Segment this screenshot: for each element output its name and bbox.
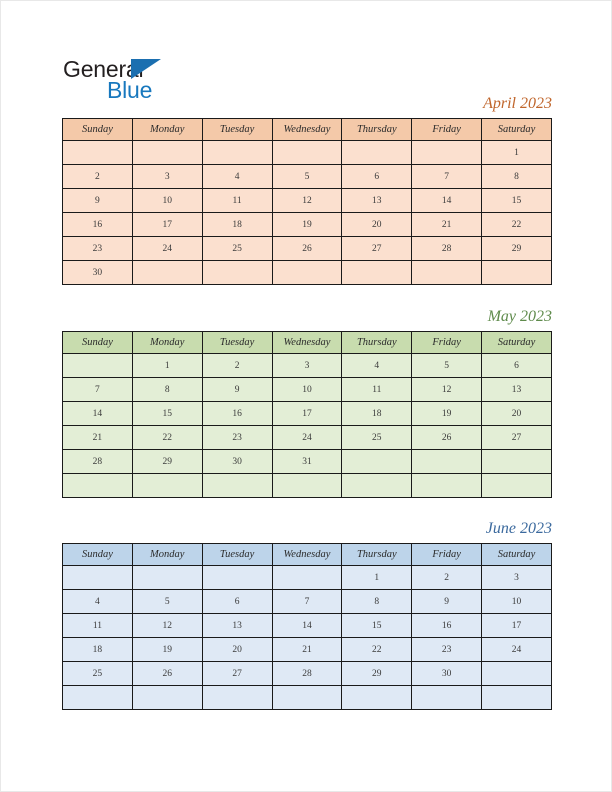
calendar-table-may (62, 331, 552, 498)
day-cell[interactable]: 16 (202, 402, 272, 426)
day-cell[interactable]: 3 (272, 354, 342, 378)
day-cell[interactable]: 24 (272, 426, 342, 450)
day-cell[interactable]: 23 (412, 638, 482, 662)
empty-day-cell (342, 474, 412, 498)
day-cell[interactable]: 15 (482, 189, 552, 213)
day-cell[interactable]: 31 (272, 450, 342, 474)
weekday-header-row (63, 332, 552, 354)
day-cell[interactable]: 4 (63, 590, 133, 614)
day-cell[interactable]: 13 (342, 189, 412, 213)
empty-day-cell (412, 141, 482, 165)
day-cell[interactable]: 8 (132, 378, 202, 402)
weekday-header-monday: Monday (132, 332, 202, 354)
empty-day-cell (342, 261, 412, 285)
day-cell[interactable]: 6 (202, 590, 272, 614)
day-cell[interactable]: 11 (202, 189, 272, 213)
logo-word-blue: Blue (107, 77, 153, 103)
weekday-header-wednesday: Wednesday (272, 544, 342, 566)
day-cell[interactable]: 20 (202, 638, 272, 662)
day-cell[interactable]: 3 (482, 566, 552, 590)
calendar-table-june (62, 543, 552, 710)
empty-day-cell (202, 566, 272, 590)
empty-day-cell (272, 141, 342, 165)
weekday-header-friday: Friday (412, 544, 482, 566)
calendar-body (63, 566, 552, 710)
empty-day-cell (482, 450, 552, 474)
empty-day-cell (342, 141, 412, 165)
calendar-body (63, 141, 552, 285)
triangle-icon (131, 59, 161, 79)
empty-day-cell (482, 662, 552, 686)
empty-day-cell (272, 474, 342, 498)
day-cell[interactable]: 23 (202, 426, 272, 450)
day-cell[interactable]: 14 (63, 402, 133, 426)
day-cell[interactable]: 12 (132, 614, 202, 638)
calendar-body (63, 354, 552, 498)
day-cell[interactable]: 10 (272, 378, 342, 402)
day-cell[interactable]: 9 (63, 189, 133, 213)
day-cell[interactable]: 2 (412, 566, 482, 590)
day-cell[interactable]: 12 (272, 189, 342, 213)
day-cell[interactable]: 19 (132, 638, 202, 662)
weekday-header-saturday: Saturday (482, 544, 552, 566)
day-cell[interactable]: 24 (482, 638, 552, 662)
day-cell[interactable]: 16 (63, 213, 133, 237)
day-cell[interactable]: 21 (272, 638, 342, 662)
empty-day-cell (132, 141, 202, 165)
day-cell[interactable]: 5 (132, 590, 202, 614)
day-cell[interactable]: 19 (272, 213, 342, 237)
logo-word-general: General (63, 56, 144, 82)
week-row (63, 662, 552, 686)
day-cell[interactable]: 4 (342, 354, 412, 378)
day-cell[interactable]: 18 (63, 638, 133, 662)
day-cell[interactable]: 27 (202, 662, 272, 686)
day-cell[interactable]: 17 (132, 213, 202, 237)
day-cell[interactable]: 8 (342, 590, 412, 614)
weekday-header-monday: Monday (132, 119, 202, 141)
day-cell[interactable]: 5 (272, 165, 342, 189)
day-cell[interactable]: 1 (132, 354, 202, 378)
week-row (63, 237, 552, 261)
week-row (63, 426, 552, 450)
day-cell[interactable]: 28 (412, 237, 482, 261)
empty-day-cell (272, 686, 342, 710)
day-cell[interactable]: 22 (342, 638, 412, 662)
day-cell[interactable]: 23 (63, 237, 133, 261)
day-cell[interactable]: 21 (63, 426, 133, 450)
empty-day-cell (132, 474, 202, 498)
day-cell[interactable]: 26 (132, 662, 202, 686)
day-cell[interactable]: 30 (202, 450, 272, 474)
calendar-title-april: April 2023 (483, 95, 552, 112)
day-cell[interactable]: 30 (63, 261, 133, 285)
day-cell[interactable]: 25 (202, 237, 272, 261)
weekday-header-thursday: Thursday (342, 332, 412, 354)
day-cell[interactable]: 29 (482, 237, 552, 261)
day-cell[interactable]: 25 (63, 662, 133, 686)
calendar-title-may: May 2023 (487, 308, 552, 325)
weekday-header-sunday: Sunday (63, 119, 133, 141)
day-cell[interactable]: 27 (342, 237, 412, 261)
day-cell[interactable]: 29 (342, 662, 412, 686)
calendar-may (62, 306, 552, 498)
day-cell[interactable]: 22 (132, 426, 202, 450)
weekday-header-saturday: Saturday (482, 332, 552, 354)
day-cell[interactable]: 17 (272, 402, 342, 426)
empty-day-cell (132, 566, 202, 590)
day-cell[interactable]: 2 (63, 165, 133, 189)
week-row (63, 638, 552, 662)
day-cell[interactable]: 11 (342, 378, 412, 402)
day-cell[interactable]: 14 (272, 614, 342, 638)
weekday-header-wednesday: Wednesday (272, 119, 342, 141)
week-row (63, 566, 552, 590)
day-cell[interactable]: 9 (202, 378, 272, 402)
day-cell[interactable]: 7 (272, 590, 342, 614)
day-cell[interactable]: 26 (412, 426, 482, 450)
weekday-header-row (63, 119, 552, 141)
empty-day-cell (63, 474, 133, 498)
day-cell[interactable]: 15 (132, 402, 202, 426)
empty-day-cell (202, 261, 272, 285)
empty-day-cell (63, 354, 133, 378)
day-cell[interactable]: 19 (412, 402, 482, 426)
day-cell[interactable]: 7 (63, 378, 133, 402)
day-cell[interactable]: 12 (412, 378, 482, 402)
calendar-april (62, 93, 552, 285)
empty-day-cell (412, 474, 482, 498)
day-cell[interactable]: 11 (63, 614, 133, 638)
day-cell[interactable]: 8 (482, 165, 552, 189)
day-cell[interactable]: 1 (342, 566, 412, 590)
week-row (63, 402, 552, 426)
weekday-header-row (63, 544, 552, 566)
empty-day-cell (412, 261, 482, 285)
day-cell[interactable]: 17 (482, 614, 552, 638)
weekday-header-sunday: Sunday (63, 332, 133, 354)
calendar-june (62, 518, 552, 710)
day-cell[interactable]: 21 (412, 213, 482, 237)
empty-day-cell (63, 566, 133, 590)
day-cell[interactable]: 13 (202, 614, 272, 638)
empty-day-cell (132, 261, 202, 285)
empty-day-cell (272, 261, 342, 285)
empty-day-cell (202, 474, 272, 498)
day-cell[interactable]: 20 (482, 402, 552, 426)
day-cell[interactable]: 5 (412, 354, 482, 378)
week-row (63, 189, 552, 213)
week-row (63, 474, 552, 498)
weekday-header-tuesday: Tuesday (202, 119, 272, 141)
calendar-table-april (62, 118, 552, 285)
empty-day-cell (342, 686, 412, 710)
day-cell[interactable]: 13 (482, 378, 552, 402)
day-cell[interactable]: 14 (412, 189, 482, 213)
weekday-header-thursday: Thursday (342, 544, 412, 566)
day-cell[interactable]: 10 (132, 189, 202, 213)
day-cell[interactable]: 6 (482, 354, 552, 378)
day-cell[interactable]: 10 (482, 590, 552, 614)
day-cell[interactable]: 30 (412, 662, 482, 686)
empty-day-cell (412, 686, 482, 710)
day-cell[interactable]: 29 (132, 450, 202, 474)
day-cell[interactable]: 9 (412, 590, 482, 614)
weekday-header-friday: Friday (412, 119, 482, 141)
week-row (63, 614, 552, 638)
empty-day-cell (272, 566, 342, 590)
empty-day-cell (412, 450, 482, 474)
weekday-header-tuesday: Tuesday (202, 544, 272, 566)
week-row (63, 261, 552, 285)
empty-day-cell (482, 261, 552, 285)
day-cell[interactable]: 15 (342, 614, 412, 638)
empty-day-cell (202, 141, 272, 165)
day-cell[interactable]: 22 (482, 213, 552, 237)
day-cell[interactable]: 6 (342, 165, 412, 189)
weekday-header-sunday: Sunday (63, 544, 133, 566)
week-row (63, 213, 552, 237)
empty-day-cell (63, 686, 133, 710)
week-row (63, 378, 552, 402)
empty-day-cell (202, 686, 272, 710)
empty-day-cell (132, 686, 202, 710)
weekday-header-friday: Friday (412, 332, 482, 354)
weekday-header-saturday: Saturday (482, 119, 552, 141)
day-cell[interactable]: 25 (342, 426, 412, 450)
day-cell[interactable]: 28 (63, 450, 133, 474)
day-cell[interactable]: 16 (412, 614, 482, 638)
day-cell[interactable]: 24 (132, 237, 202, 261)
week-row (63, 450, 552, 474)
day-cell[interactable]: 20 (342, 213, 412, 237)
day-cell[interactable]: 28 (272, 662, 342, 686)
day-cell[interactable]: 18 (202, 213, 272, 237)
weekday-header-tuesday: Tuesday (202, 332, 272, 354)
day-cell[interactable]: 3 (132, 165, 202, 189)
day-cell[interactable]: 1 (482, 141, 552, 165)
week-row (63, 165, 552, 189)
weekday-header-wednesday: Wednesday (272, 332, 342, 354)
weekday-header-thursday: Thursday (342, 119, 412, 141)
week-row (63, 354, 552, 378)
day-cell[interactable]: 27 (482, 426, 552, 450)
empty-day-cell (63, 141, 133, 165)
day-cell[interactable]: 18 (342, 402, 412, 426)
day-cell[interactable]: 7 (412, 165, 482, 189)
day-cell[interactable]: 26 (272, 237, 342, 261)
empty-day-cell (482, 686, 552, 710)
week-row (63, 590, 552, 614)
day-cell[interactable]: 2 (202, 354, 272, 378)
empty-day-cell (342, 450, 412, 474)
week-row (63, 686, 552, 710)
calendar-title-june: June 2023 (485, 520, 552, 537)
day-cell[interactable]: 4 (202, 165, 272, 189)
weekday-header-monday: Monday (132, 544, 202, 566)
week-row (63, 141, 552, 165)
empty-day-cell (482, 474, 552, 498)
